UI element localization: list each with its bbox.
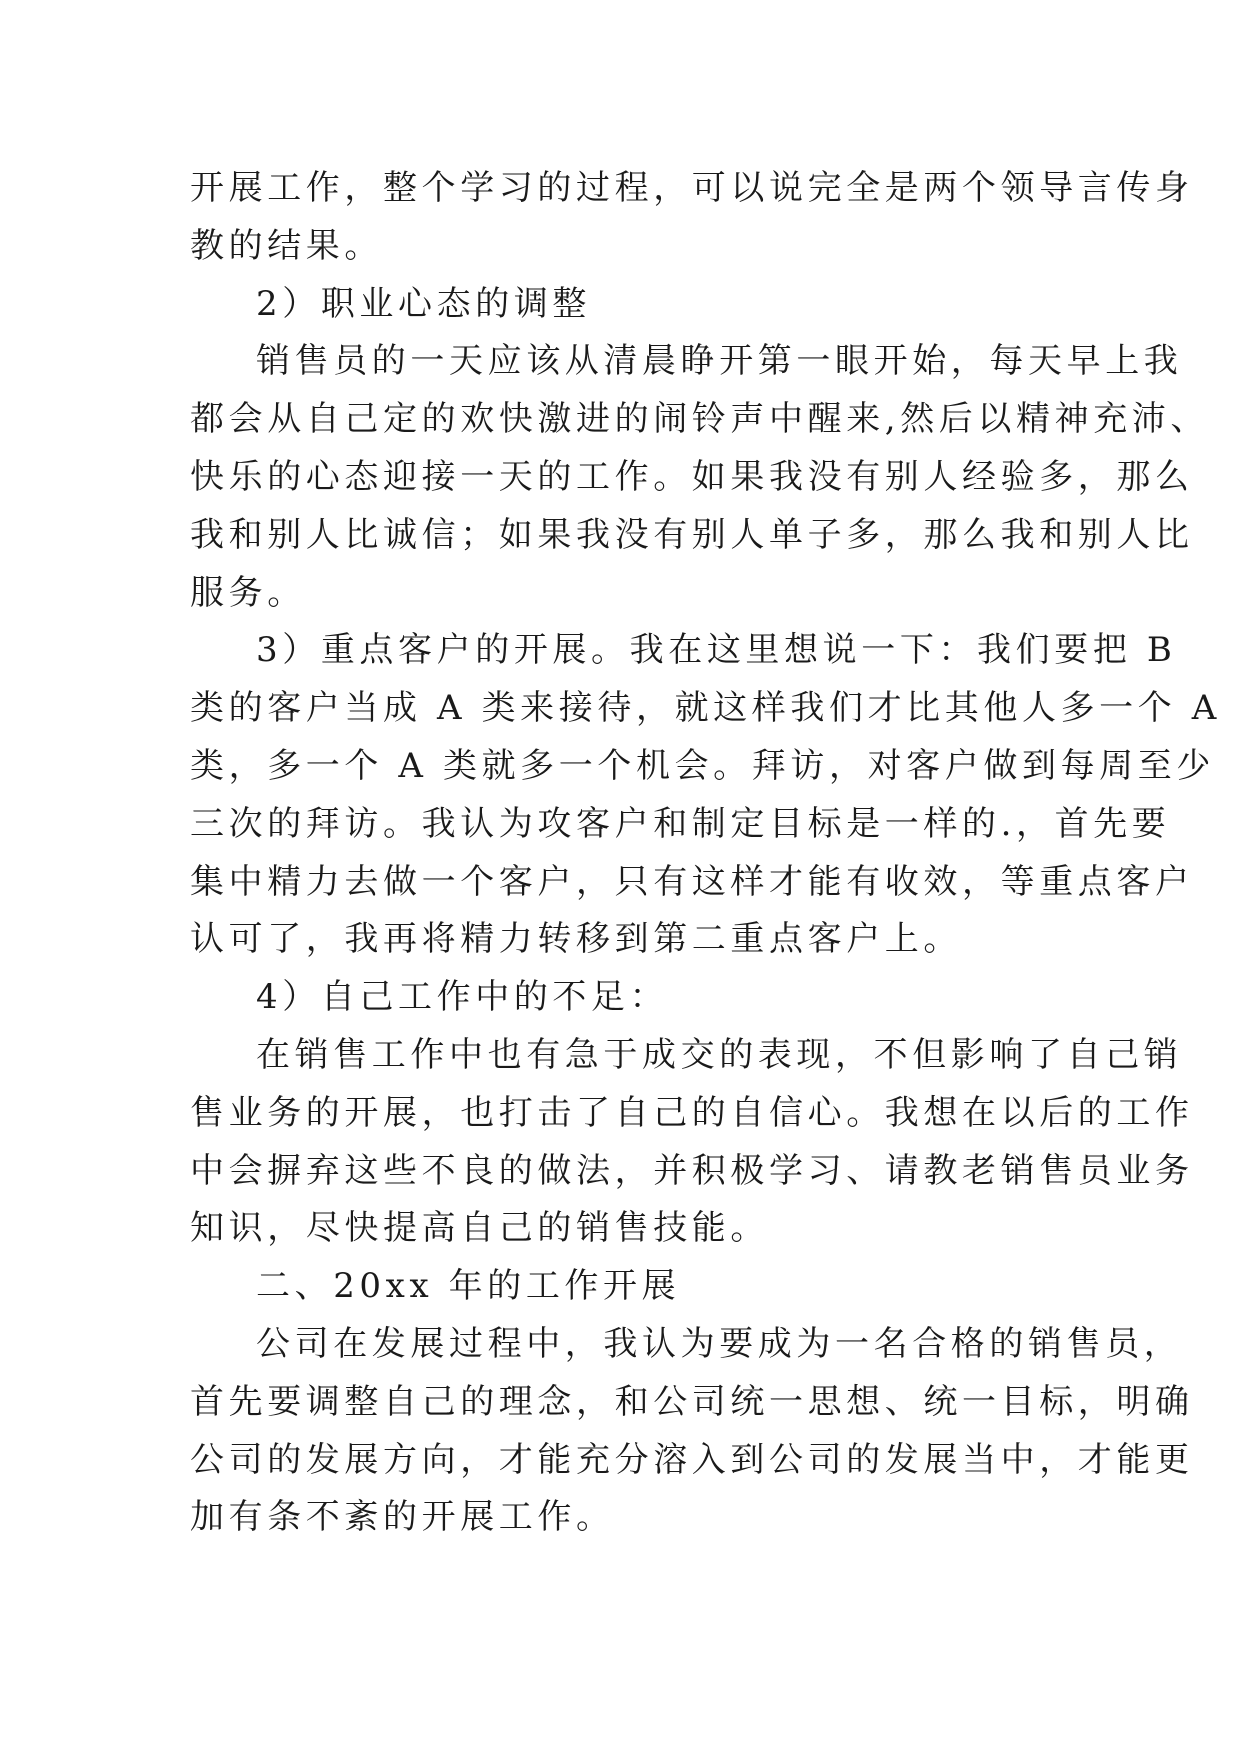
text-line-7: 我和别人比诚信；如果我没有别人单子多，那么我和别人比 bbox=[190, 514, 1194, 555]
text-line-11: 类，多一个 A 类就多一个机会。拜访，对客户做到每周至少 bbox=[190, 745, 1215, 786]
text-line-8: 服务。 bbox=[190, 572, 306, 613]
text-line-19: 知识，尽快提高自己的销售技能。 bbox=[190, 1208, 769, 1249]
text-line-14: 认可了，我再将精力转移到第二重点客户上。 bbox=[190, 919, 962, 960]
text-line-17: 售业务的开展，也打击了自己的自信心。我想在以后的工作 bbox=[190, 1092, 1194, 1133]
text-line-10: 类的客户当成 A 类来接待，就这样我们才比其他人多一个 A bbox=[190, 688, 1221, 729]
text-line-2: 教的结果。 bbox=[190, 225, 383, 266]
text-line-22: 首先要调整自己的理念，和公司统一思想、统一目标，明确 bbox=[190, 1381, 1194, 1422]
text-line-6: 快乐的心态迎接一天的工作。如果我没有别人经验多，那么 bbox=[190, 456, 1194, 497]
text-line-5: 都会从自己定的欢快激进的闹铃声中醒来,然后以精神充沛、 bbox=[190, 399, 1210, 440]
section-heading-work-plan: 二、20xx 年的工作开展 bbox=[256, 1266, 681, 1307]
document-body bbox=[190, 160, 1221, 1547]
section-heading-key-clients: 3）重点客户的开展。我在这里想说一下：我们要把 B bbox=[256, 630, 1177, 671]
section-heading-shortcomings: 4）自己工作中的不足： bbox=[256, 977, 669, 1018]
section-heading-career-mindset: 2）职业心态的调整 bbox=[256, 283, 592, 324]
text-line-23: 公司的发展方向，才能充分溶入到公司的发展当中，才能更 bbox=[190, 1439, 1194, 1480]
text-line-1: 开展工作，整个学习的过程，可以说完全是两个领导言传身 bbox=[190, 168, 1194, 208]
text-line-21: 公司在发展过程中，我认为要成为一名合格的销售员， bbox=[256, 1323, 1183, 1364]
text-line-18: 中会摒弃这些不良的做法，并积极学习、请教老销售员业务 bbox=[190, 1150, 1194, 1191]
text-line-13: 集中精力去做一个客户，只有这样才能有收效，等重点客户 bbox=[190, 861, 1194, 902]
text-line-12: 三次的拜访。我认为攻客户和制定目标是一样的.，首先要 bbox=[190, 803, 1171, 844]
text-line-4: 销售员的一天应该从清晨睁开第一眼开始，每天早上我 bbox=[256, 341, 1183, 382]
text-line-24: 加有条不紊的开展工作。 bbox=[190, 1497, 615, 1538]
text-line-16: 在销售工作中也有急于成交的表现，不但影响了自己销 bbox=[256, 1034, 1183, 1075]
